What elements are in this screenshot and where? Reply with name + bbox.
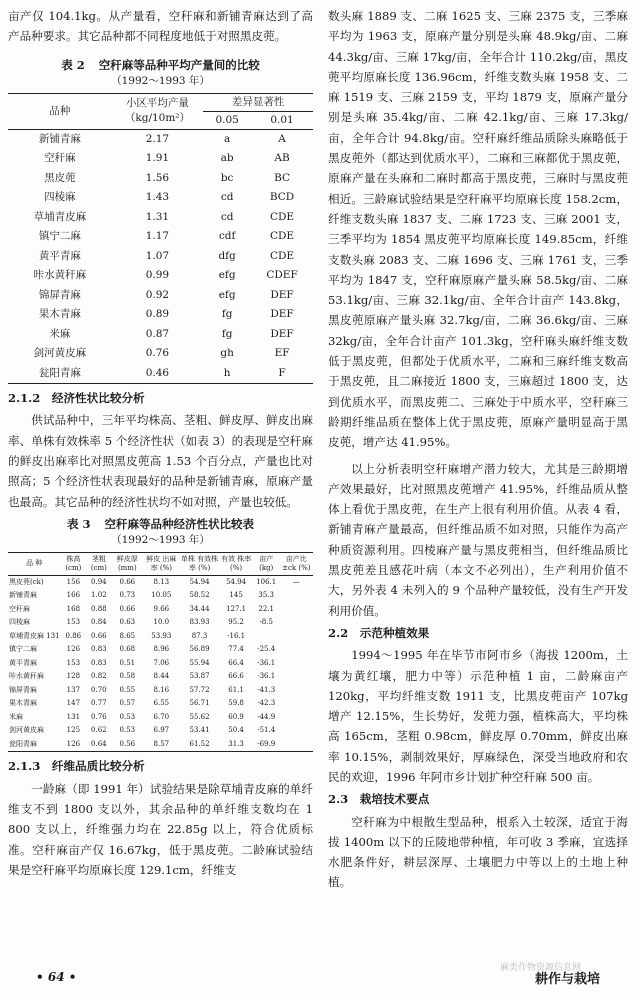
left-column <box>8 6 313 880</box>
table2-cell-p01: EF <box>274 347 290 360</box>
table2-cell-variety: 空秆麻 <box>44 152 76 165</box>
table3-cell: 10.0 <box>153 618 170 627</box>
table2-cell-p05: cd <box>220 191 234 204</box>
table3-header-cell: 单株 有效株率 (%) <box>180 552 220 575</box>
table2-cell-yield: 1.07 <box>145 249 170 262</box>
table2-row <box>8 227 313 247</box>
table3-row <box>8 603 313 617</box>
table3-row <box>8 630 313 644</box>
table3-cell: 0.64 <box>91 739 107 748</box>
table3-cell: 57.72 <box>189 685 210 694</box>
table2-cell-variety: 新铺青麻 <box>38 132 81 145</box>
table3-cell: 8.65 <box>119 631 136 640</box>
table3-cell: 0.63 <box>119 618 136 627</box>
section-212-text: 供试品种中，三年平均株高、茎粗、鲜皮厚、鲜皮出麻率、单株有效株率 5 个经济性状（如表 3）的表现是空秆麻的鲜皮出麻率比对照黑皮蔸高 1.53 个百分点，产量也比对照高；5 个经济性状表现最好的品种是新铺青麻，原麻产量也最高。其它品种的经济性状均不如对照，产量也较低。 <box>8 413 313 509</box>
table3-cell: -44.9 <box>257 712 276 721</box>
section-213-text: 一龄麻（即 1991 年）试验结果是除草埔青皮麻的单纤维支不到 1800 支以外，其余品种的单纤维支数均在 1 800 支以上，纤维强力均在 22.85g 以上，符合优质标准。空秆麻亩产仅 16.67kg，低于黑皮蔸。二龄麻试验结果是空秆麻平均原麻长度 129.1cm，纤维支 <box>8 781 313 877</box>
table3-row <box>8 684 313 698</box>
table3-cell: 0.66 <box>119 577 136 586</box>
table2-header-significance: 差异显著性 <box>203 93 313 111</box>
table3-header-cell: 鲜皮厚 (mm) <box>112 552 143 575</box>
table2-cell-yield: 0.99 <box>145 269 170 282</box>
table3-cell: 66.4 <box>228 658 244 667</box>
table2-cell-p05: cd <box>220 210 234 223</box>
table2-cell-yield: 1.91 <box>145 152 170 165</box>
table3-cell: 153 <box>66 658 81 667</box>
table3-cell: -36.1 <box>257 658 276 667</box>
table3-cell: 128 <box>66 672 81 681</box>
table3-cell: 0.70 <box>91 685 107 694</box>
table2-cell-variety: 米麻 <box>49 327 71 340</box>
table3-cell: 53.87 <box>189 672 210 681</box>
table2-cell-variety: 草埔青皮麻 <box>33 210 87 223</box>
table3-cell: 四棱麻 <box>9 618 30 627</box>
table3-cell: 137 <box>66 685 81 694</box>
table2-cell-yield: 0.89 <box>145 308 170 321</box>
table3-header-cell: 鲜皮 出麻率 (%) <box>143 552 180 575</box>
table2-cell-p05: efg <box>218 269 236 282</box>
table3-cell: 55.94 <box>189 658 210 667</box>
table3-cell: 59.8 <box>228 699 244 708</box>
table2-cell-yield: 1.31 <box>145 210 170 223</box>
table3-cell: 空秆麻 <box>9 604 30 613</box>
table3-row <box>8 589 313 603</box>
table3-header-cell: 株高 (cm) <box>61 552 87 575</box>
table3-cell: 0.55 <box>119 685 136 694</box>
table3-cell: 50.4 <box>228 726 244 735</box>
table3-cell: 56.71 <box>189 699 210 708</box>
table3-cell: 8.57 <box>153 739 170 748</box>
table2-cell-p01: BCD <box>269 191 295 204</box>
table2-cell-yield: 1.17 <box>145 230 170 243</box>
table2-header-yield-label: 小区平均产量 <box>125 97 189 110</box>
table2-row <box>8 305 313 325</box>
table2-cell-p01: DEF <box>270 327 294 340</box>
section-23-text: 空秆麻为中根散生型品种，根系入土较深，适宜于海拔 1400m 以下的丘陵地带种植，年可收 3 季麻，宜选择水肥条件好，耕层深厚、土壤肥力中等以上的土地上种植。 <box>328 814 628 890</box>
table3-row <box>8 575 313 589</box>
table2-cell-p01: F <box>278 366 286 379</box>
table2-cell-p05: h <box>223 366 231 379</box>
table2-cell-variety: 镇宁二麻 <box>38 230 81 243</box>
table3-cell: 53.93 <box>151 631 172 640</box>
table3-cell: 0.58 <box>119 672 136 681</box>
table3-cell: 56.89 <box>189 645 210 654</box>
table3-row <box>8 711 313 725</box>
table3-cell: -8.5 <box>259 618 273 627</box>
table3-row <box>8 657 313 671</box>
table3-cell: 127.1 <box>226 604 247 613</box>
table3-cell: 果木青麻 <box>9 699 37 708</box>
table3-cell: 54.94 <box>226 577 247 586</box>
table3-cell: 35.3 <box>258 591 274 600</box>
table3-cell: 168 <box>66 604 81 613</box>
table2-cell-p01: CDEF <box>266 269 298 282</box>
table2-cell-variety: 瓮阳青麻 <box>38 366 81 379</box>
table3-cell: 0.53 <box>119 726 136 735</box>
table2-cell-p01: CDE <box>269 210 295 223</box>
table3-cell: 0.82 <box>91 672 107 681</box>
table2-row <box>8 208 313 228</box>
table3-cell: 0.88 <box>91 604 107 613</box>
table2-cell-p05: fg <box>221 327 233 340</box>
table2-row <box>8 149 313 169</box>
table3-cell: 58.52 <box>189 591 210 600</box>
table2-header-variety: 品种 <box>8 93 112 129</box>
table3-cell: -69.9 <box>257 739 276 748</box>
table3-cell: 8.16 <box>153 685 170 694</box>
table2-cell-p05: ab <box>220 152 234 165</box>
right-column <box>328 6 628 893</box>
table3-cell: 9.66 <box>153 604 170 613</box>
table2-cell-p01: A <box>278 132 286 145</box>
table3-cell: 6.70 <box>153 712 170 721</box>
table3-cell: 米麻 <box>9 712 23 721</box>
table3-cell: 0.56 <box>119 739 136 748</box>
right-para-2: 以上分析表明空秆麻增产潜力较大，尤其是三龄期增产效果最好，比对照黑皮蔸增产 41.95%，纤维品质从整体上看优于黑皮蔸，在生产上很有利用价值。从表 4 看，新铺青麻产量最高，但纤维品质不如对照，只能作为高产种质资源利用。四棱麻产量与黑皮蔸相当，但纤维品质比黑皮蔸差且感花叶病（本文不必列出），生产利用价值不大，另外表 4 未列入的 9 个品种产量较低，没有生产开发利用价值。 <box>328 461 628 618</box>
table2-header-p01: 0.01 <box>251 111 313 129</box>
table3-header-cell: 有效 株率 (%) <box>219 552 252 575</box>
table3-cell: 咔水黄秆麻 <box>9 672 44 681</box>
table2-row <box>8 344 313 364</box>
table3-cell: 77.4 <box>228 645 244 654</box>
table3-row <box>8 616 313 630</box>
table3-cell: 黄平青麻 <box>9 658 37 667</box>
table3-cell: 147 <box>66 699 81 708</box>
table3-row <box>8 724 313 738</box>
table3-cell: 0.51 <box>119 658 136 667</box>
table2-caption <box>8 57 313 73</box>
table3-cell: -16.1 <box>227 631 246 640</box>
table2-row <box>8 266 313 286</box>
table3-cell: 镇宁二麻 <box>9 645 37 654</box>
table3-cell: 31.3 <box>228 739 244 748</box>
page-number: • 64 • <box>36 970 77 984</box>
table3-row <box>8 643 313 657</box>
right-para-1: 数头麻 1889 支、二麻 1625 支、三麻 2375 支，三季麻平均为 1963 支，原麻产量分别是头麻 48.9kg/亩、二麻 44.3kg/亩、三麻 17kg/亩，全年合计 110.2kg/亩，黑皮蔸平均原麻长度 136.96cm，纤维支数头麻 1958 支、二麻 1519 支、三麻 2159 支，平均 1879 支，原麻产量分别是头麻 35.4kg/亩、二麻 42.1kg/亩、三麻 17.3kg/亩，全年合计 94.8kg/亩。空秆麻纤维品质除头麻略低于黑皮蔸外（都达到优质水平），二麻和三麻都优于黑皮蔸，原麻产量在头麻和二麻时都高于黑皮蔸，三麻时与黑皮蔸相近。三龄麻试验结果是空秆麻平均原麻长度 158.2cm，纤维支数头麻 1837 支、二麻 1723 支、三麻 2001 支，三季平均为 1854 黑皮蔸平均原麻长度 149.85cm，纤维支数头麻 2083 支、二麻 1696 支、三麻 1761 支，三季平均为 1847 支，空秆麻原麻产量头麻 58.5kg/亩、二麻 53.1kg/亩、三麻 32.1kg/亩、全年合计亩产 143.8kg，黑皮蔸原麻产量头麻 32.7kg/亩，二麻 36.6kg/亩、三麻 32kg/亩，全年合计亩产 101.3kg，空秆麻头麻纤维支数低于黑皮蔸，但都处于优质水平，二麻和三麻纤维支数高于黑皮蔸，且二麻接近 1800 支，三麻超过 1800 支，达到优质水平，而黑皮蔸二、三麻处于中质水平，空秆麻三龄期纤维品质在整体上优于黑皮蔸，原麻产量明显高于黑皮蔸，增产达 41.95%。 <box>328 9 628 450</box>
intro-paragraph: 亩产仅 104.1kg。从产量看，空秆麻和新铺青麻达到了高产品种要求。其它品种都不同程度地低于对照黑皮蔸。 <box>8 9 313 44</box>
table3-title: 空秆麻等品种经济性状比较表 <box>104 516 255 531</box>
table3-body <box>8 575 313 752</box>
table3-caption <box>8 516 313 532</box>
table3-cell: -25.4 <box>257 645 276 654</box>
table3-cell: 87.3 <box>191 631 208 640</box>
table3-cell: 53.41 <box>189 726 210 735</box>
table3-cell: 0.86 <box>65 631 82 640</box>
table3-cell: 6.97 <box>153 726 170 735</box>
table3-cell: 8.96 <box>153 645 170 654</box>
table2-row <box>8 247 313 267</box>
table3-header-row <box>8 552 313 575</box>
table3-cell: 131 <box>66 712 81 721</box>
table3-cell: 剑河黄皮麻 <box>9 726 44 735</box>
table2-header-yield-unit: （kg/10m²） <box>124 112 191 125</box>
section-22-heading: 2.2 示范种植效果 <box>328 625 430 640</box>
table3-header-cell: 亩产比 ±ck (%) <box>280 552 313 575</box>
table3-cell: 0.68 <box>119 645 136 654</box>
table3-cell: 61.52 <box>189 739 210 748</box>
table3-cell: 10.05 <box>151 591 172 600</box>
table3-cell: 8.13 <box>153 577 170 586</box>
table3-cell: 黑皮蔸(ck) <box>9 577 44 586</box>
table3-cell: 0.62 <box>91 726 107 735</box>
table3-cell: 8.44 <box>153 672 170 681</box>
table3-cell: 54.94 <box>189 577 210 586</box>
table3-cell: 95.2 <box>228 618 244 627</box>
table3-cell: -51.4 <box>257 726 276 735</box>
table3-cell: 0.53 <box>119 712 136 721</box>
table2-cell-yield: 1.43 <box>145 191 170 204</box>
table2-years: （1992～1993 年） <box>111 74 210 87</box>
table3-cell: 145 <box>229 591 243 600</box>
table2-cell-yield: 2.17 <box>145 132 170 145</box>
table2-cell-variety: 剑河黄皮麻 <box>33 347 87 360</box>
table3-cell: 0.76 <box>91 712 107 721</box>
table3-cell: 106.1 <box>256 577 277 586</box>
table3-cell: 瓮阳青麻 <box>9 739 37 748</box>
table2-cell-variety: 四棱麻 <box>44 191 76 204</box>
table2-cell-variety: 锦屏青麻 <box>38 288 81 301</box>
table3-cell: 0.73 <box>119 591 136 600</box>
table3-cell: 锦屏青麻 <box>9 685 37 694</box>
table2-header-yield <box>112 93 204 129</box>
table3-header-cell: 品 种 <box>8 552 61 575</box>
table3-years: （1992～1993 年） <box>111 533 210 546</box>
table3-cell: 126 <box>66 739 81 748</box>
table2-cell-p05: dfg <box>218 249 236 262</box>
table2-number: 表 2 <box>61 57 85 72</box>
table3 <box>8 552 313 753</box>
table3-cell: 34.44 <box>189 604 210 613</box>
table3-cell: 7.06 <box>153 658 170 667</box>
table2-cell-variety: 咔水黄秆麻 <box>33 269 87 282</box>
section-212-heading: 2.1.2 经济性状比较分析 <box>8 391 145 406</box>
table2 <box>8 93 313 385</box>
table3-cell: 6.55 <box>153 699 170 708</box>
table3-cell: -36.1 <box>257 672 276 681</box>
table3-cell: 22.1 <box>258 604 274 613</box>
table2-row <box>8 188 313 208</box>
table2-cell-yield: 0.87 <box>145 327 170 340</box>
table3-cell: 0.66 <box>119 604 136 613</box>
table2-title: 空秆麻等品种平均产量间的比较 <box>98 57 260 72</box>
table2-cell-p05: bc <box>220 171 234 184</box>
table2-cell-p05: efg <box>218 288 236 301</box>
table3-cell: 66.6 <box>228 672 244 681</box>
table3-cell: 新铺青麻 <box>9 591 37 600</box>
table3-row <box>8 670 313 684</box>
table3-cell: 166 <box>66 591 81 600</box>
table3-cell: 153 <box>66 618 81 627</box>
table3-row <box>8 738 313 752</box>
table2-row <box>8 286 313 306</box>
table2-cell-yield: 0.46 <box>145 366 170 379</box>
table2-cell-yield: 0.92 <box>145 288 170 301</box>
table3-cell: 126 <box>66 645 81 654</box>
table3-header-cell: 亩产 (kg) <box>253 552 280 575</box>
section-22-text: 1994～1995 年在毕节市阿市乡（海拔 1200m，土壤为黄红壤，肥力中等）示范种植 1 亩，二龄麻亩产 120kg，平均纤维支数 1911 支，比黑皮蔸亩产 107kg 增产 12.15%，生长势好，发蔸力强，植株高大，平均株高 165cm，茎粗 0.98cm，鲜皮厚 0.70mm，鲜皮出麻率 10.15%，剥制效果好，厚麻绿色，深受当地政府和农民的欢迎，1996 年阿市乡计划扩种空秆麻 500 亩。 <box>328 648 628 784</box>
table3-cell: 0.83 <box>91 658 107 667</box>
table3-number: 表 3 <box>66 516 91 531</box>
table2-cell-yield: 0.76 <box>145 347 170 360</box>
table2-cell-p05: gh <box>220 347 234 360</box>
table2-cell-p05: fg <box>221 308 233 321</box>
table3-cell: 草埔青皮麻 131 <box>9 631 60 640</box>
table3-cell: 61.1 <box>228 685 244 694</box>
table3-cell: 156 <box>66 577 81 586</box>
table2-row <box>8 169 313 189</box>
table2-cell-variety: 果木青麻 <box>38 308 81 321</box>
table3-cell: 1.02 <box>91 591 107 600</box>
table3-cell: 0.57 <box>119 699 136 708</box>
table2-cell-variety: 黑皮蔸 <box>44 171 76 184</box>
table2-cell-variety: 黄平青麻 <box>38 249 81 262</box>
table2-header-p05: 0.05 <box>203 111 251 129</box>
table3-cell: — <box>292 577 300 586</box>
table2-cell-p01: AB <box>274 152 290 165</box>
table2-cell-p05: cdf <box>218 230 236 243</box>
table3-cell: -41.3 <box>257 685 276 694</box>
table3-cell: 0.66 <box>91 631 107 640</box>
table2-cell-p01: DEF <box>270 288 294 301</box>
journal-name: 耕作与栽培 <box>535 972 601 987</box>
table3-cell: -42.3 <box>257 699 276 708</box>
section-23-heading: 2.3 栽培技术要点 <box>328 792 430 807</box>
table3-cell: 0.83 <box>91 645 107 654</box>
table3-cell: 83.93 <box>189 618 210 627</box>
table3-cell: 0.84 <box>91 618 107 627</box>
table3-cell: 60.9 <box>228 712 244 721</box>
section-213-heading: 2.1.3 纤维品质比较分析 <box>8 759 145 774</box>
table3-cell <box>253 630 280 644</box>
table2-cell-p01: CDE <box>269 230 295 243</box>
table2-row <box>8 364 313 384</box>
table3-cell: 55.62 <box>189 712 210 721</box>
table3-cell: 0.77 <box>91 699 107 708</box>
table2-row <box>8 129 313 149</box>
table3-row <box>8 697 313 711</box>
watermark: 麻类作物资源信息网 <box>500 963 582 973</box>
table2-cell-p01: CDE <box>269 249 295 262</box>
table2-cell-p01: BC <box>274 171 291 184</box>
table2-cell-yield: 1.56 <box>145 171 170 184</box>
table2-body <box>8 129 313 384</box>
table3-header-cell: 茎粗 (cm) <box>86 552 112 575</box>
table2-row <box>8 325 313 345</box>
table3-cell: 0.94 <box>91 577 107 586</box>
table2-cell-p01: DEF <box>270 308 294 321</box>
table3-cell: 125 <box>66 726 81 735</box>
table2-cell-p05: a <box>224 132 231 145</box>
